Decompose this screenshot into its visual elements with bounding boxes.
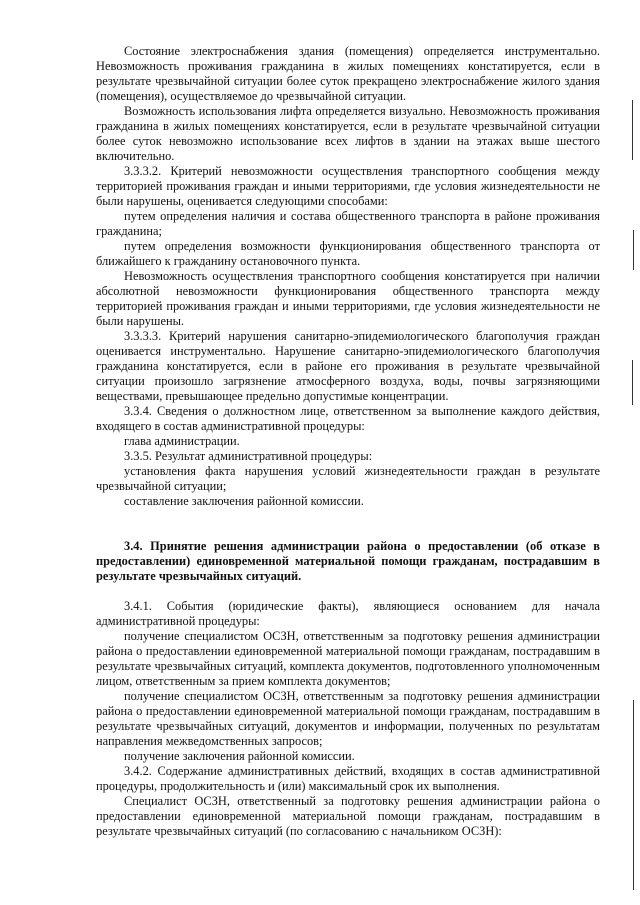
spacer [96,584,600,599]
paragraph-3-3-4: 3.3.4. Сведения о должностном лице, ответственном за выполнение каждого действия, входящего в состав административной процедуры: [96,404,600,433]
paragraph-elevator: Возможность использования лифта определяется визуально. Невозможность проживания гражданина в жилых помещениях констатируется, если в результате чрезвычайной ситуации более суток невозможно использование всех лифтов в здании на этажах выше шестого включительно. [96,104,600,163]
scan-edge-line [632,100,633,160]
document-page [96,44,600,839]
spacer [96,509,600,524]
paragraph-3-3-5: 3.3.5. Результат административной процедуры: [124,449,373,463]
scan-edge-line [633,700,634,890]
list-item-transport-presence: путем определения наличия и состава общественного транспорта в районе проживания гражданина; [96,209,600,238]
paragraph-3-3-3-2: 3.3.3.2. Критерий невозможности осуществления транспортного сообщения между территорией проживания граждан и иными территориями, где условия жизнедеятельности не были нарушены, оценивается следующими способами: [96,164,600,208]
list-item-interagency-info: получение специалистом ОСЗН, ответственным за подготовку решения администрации района о предоставлении единовременной материальной помощи гражданам, пострадавшим в результате чрезвычайных ситуаций, документов и информации, полученных по результатам направления межведомственных запросов; [96,689,600,748]
spacer [96,524,600,539]
list-item-result-conclusion: составление заключения районной комиссии. [124,494,364,508]
paragraph-specialist: Специалист ОСЗН, ответственный за подготовку решения администрации района о предоставлении единовременной материальной помощи гражданам, пострадавшим в результате чрезвычайных ситуаций (по согласованию с начальником ОСЗН): [96,794,600,838]
section-heading-3-4: 3.4. Принятие решения администрации района о предоставлении (об отказе в предоставлении) единовременной материальной помощи гражданам, пострадавшим в результате чрезвычайных ситуаций. [96,539,600,583]
paragraph-3-4-2: 3.4.2. Содержание административных действий, входящих в состав административной процедуры, продолжительность и (или) максимальный срок их выполнения. [96,764,600,793]
scan-edge-line [633,230,634,270]
paragraph-3-4-1: 3.4.1. События (юридические факты), являющиеся основанием для начала административной процедуры: [96,599,600,628]
scan-edge-line [632,360,633,405]
list-item-head-of-administration: глава администрации. [124,434,240,448]
paragraph-transport-impossibility: Невозможность осуществления транспортного сообщения констатируется при наличии абсолютной невозможности функционирования общественного транспорта между территорией проживания граждан и иными территориями, где условия жизнедеятельности не были нарушены. [96,269,600,328]
list-item-documents-received: получение специалистом ОСЗН, ответственным за подготовку решения администрации района о предоставлении единовременной материальной помощи гражданам, пострадавшим в результате чрезвычайных ситуаций, комплекта документов, подготовленного уполномоченным лицом, ответственным за прием комплекта документов; [96,629,600,688]
list-item-result-fact: установления факта нарушения условий жизнедеятельности граждан в результате чрезвычайной ситуации; [96,464,600,493]
list-item-commission-conclusion: получение заключения районной комиссии. [124,749,355,763]
list-item-transport-function: путем определения возможности функционирования общественного транспорта от ближайшего к гражданину остановочного пункта. [96,239,600,268]
paragraph-power-supply: Состояние электроснабжения здания (помещения) определяется инструментально. Невозможность проживания гражданина в жилых помещениях констатируется, если в результате чрезвычайной ситуации более суток прекращено электроснабжение жилого здания (помещения), осуществляемое до чрезвычайной ситуации. [96,44,600,103]
paragraph-3-3-3-3: 3.3.3.3. Критерий нарушения санитарно-эпидемиологического благополучия граждан оценивается инструментально. Нарушение санитарно-эпидемиологического благополучия гражданина констатируется, если в районе его проживания в результате чрезвычайной ситуации произошло загрязнение атмосферного воздуха, воды, почвы загрязняющими веществами, превышающее предельно допустимые концентрации. [96,329,600,403]
